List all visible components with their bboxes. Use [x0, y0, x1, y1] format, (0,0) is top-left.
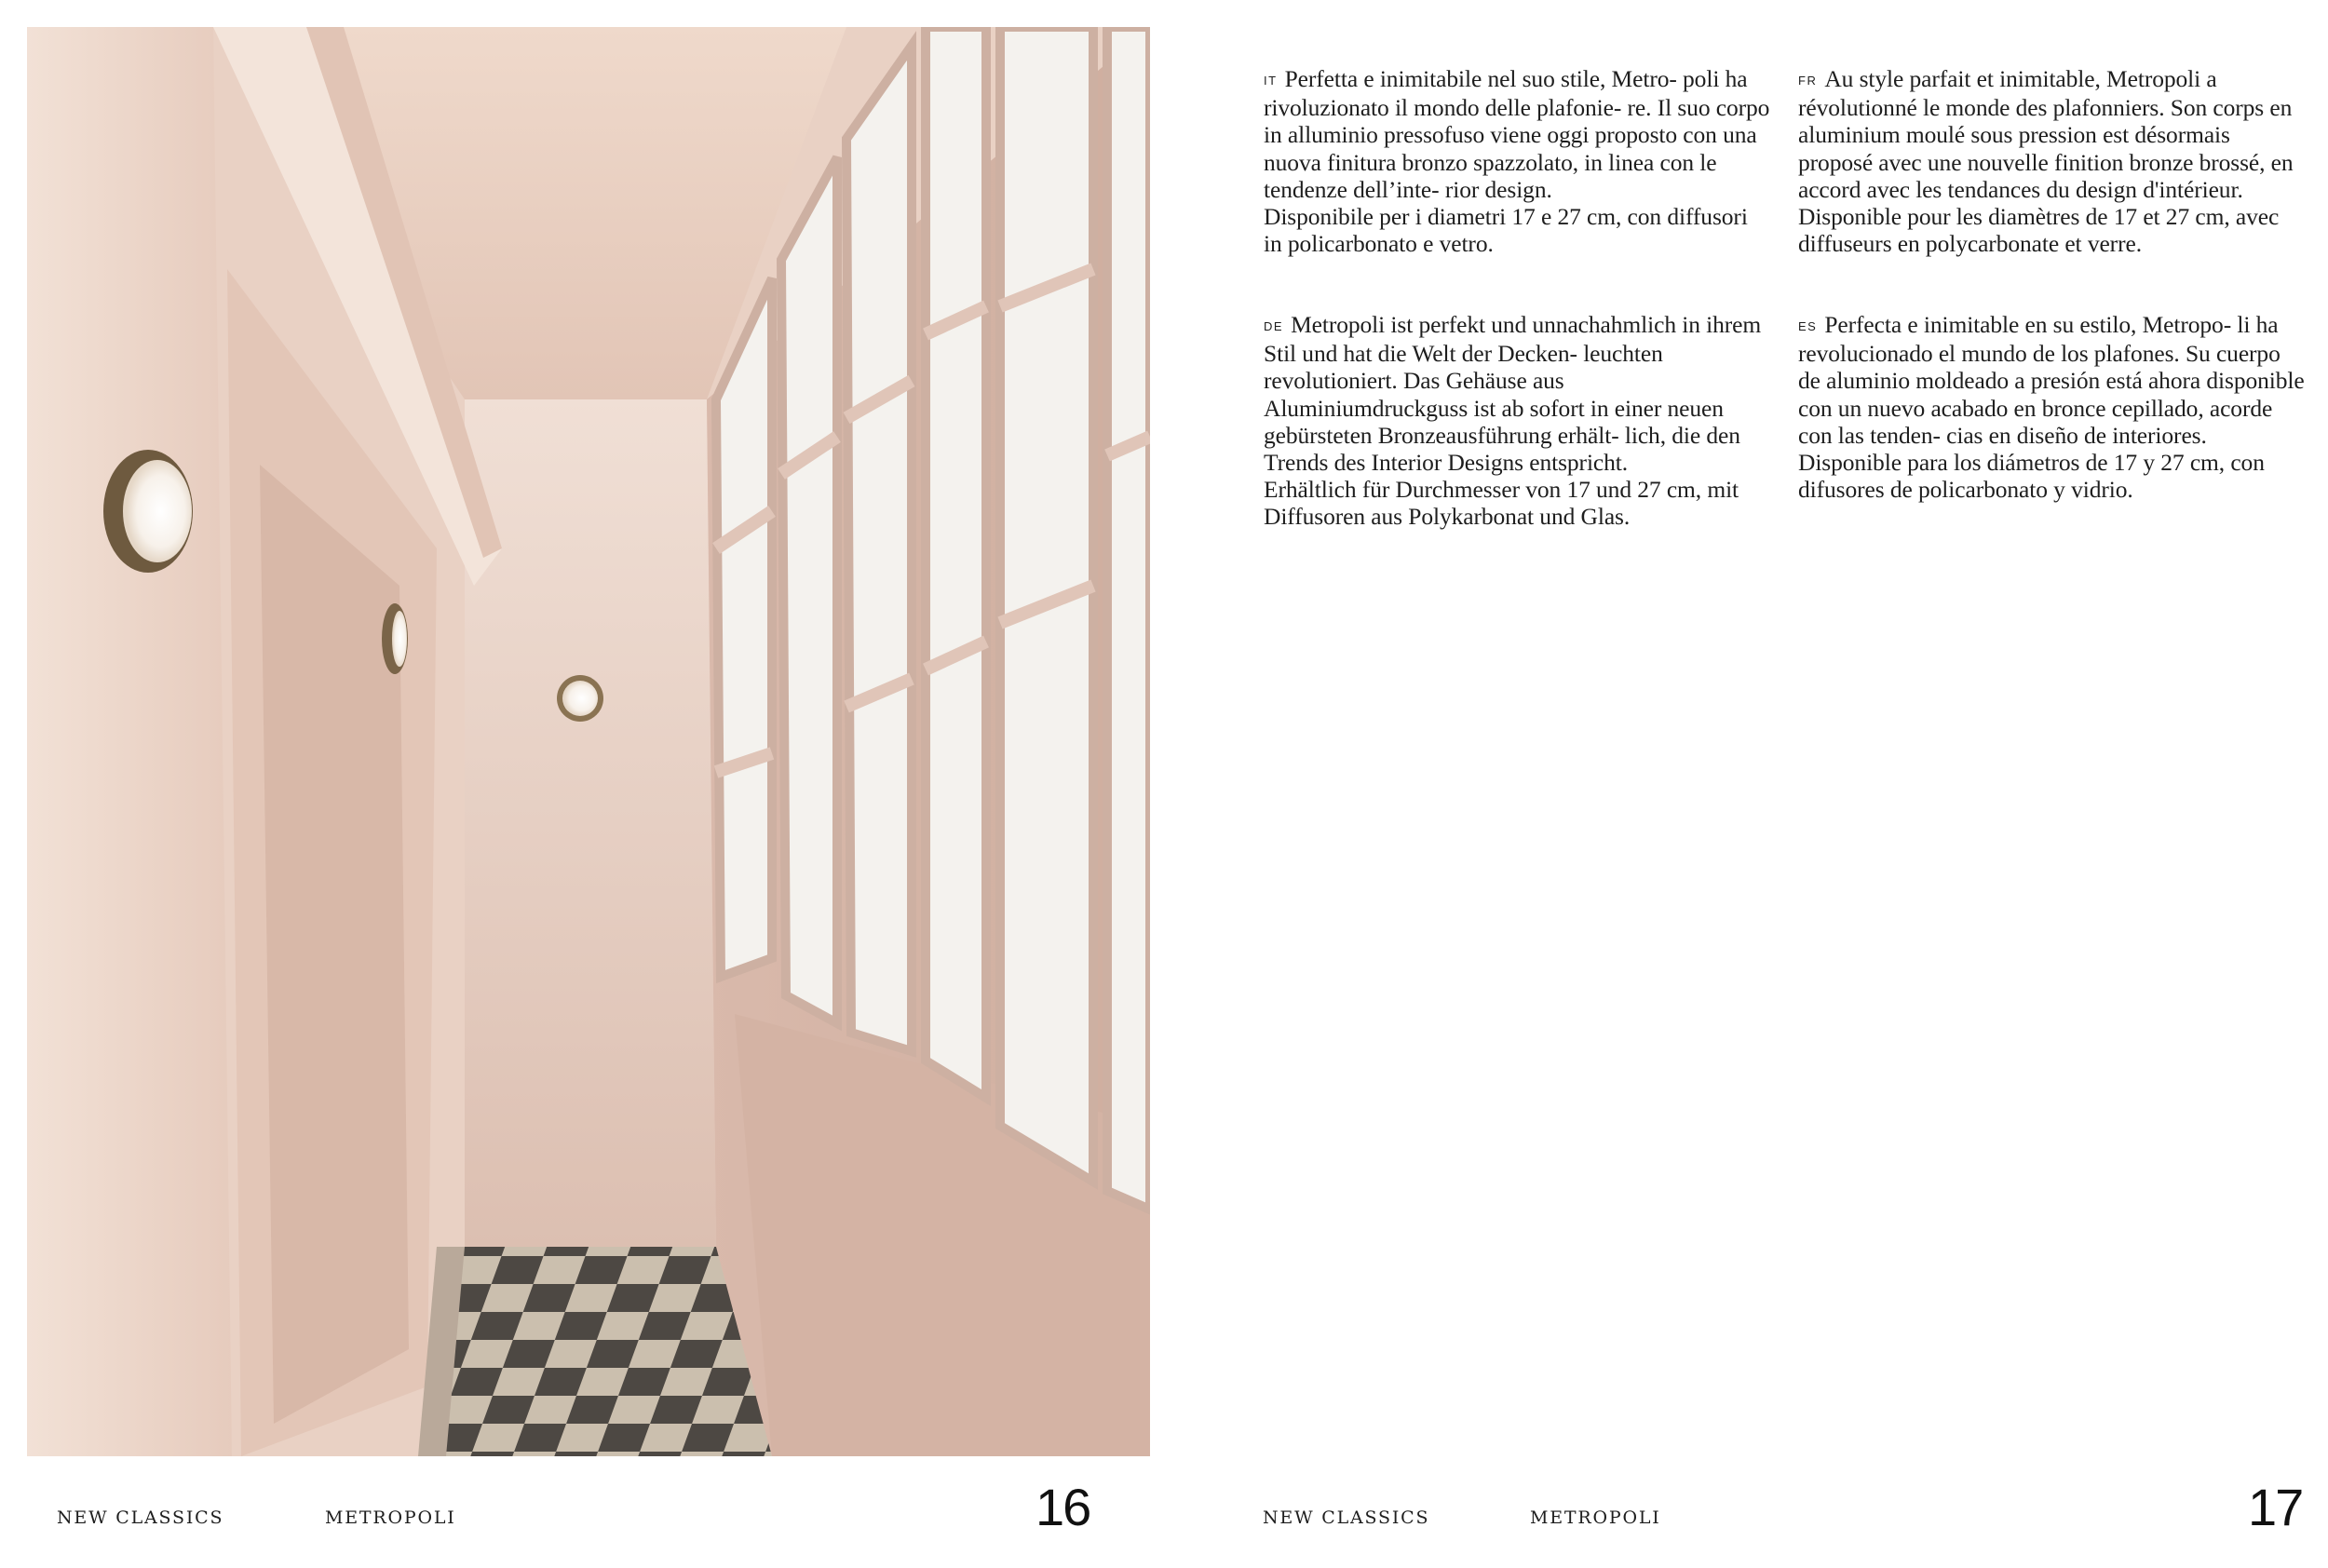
page-number-right: 17	[2248, 1478, 2303, 1536]
italian-paragraph-1: Perfetta e inimitabile nel suo stile, Metro- poli ha rivoluzionato il mondo delle plafonie- re. Il suo corpo in alluminio pressofuso viene oggi proposto con una nuova finitura bronzo spazzolato, in linea con le tendenze dell’inte- rior design.	[1264, 65, 1770, 203]
wall-lamp-mid	[382, 603, 408, 674]
text-block-italian	[1264, 65, 1771, 257]
text-block-spanish	[1798, 311, 2306, 503]
page-number-left: 16	[1035, 1478, 1090, 1536]
wall-lamp-far	[557, 675, 603, 722]
spanish-paragraph-2: Disponible para los diámetros de 17 y 27 cm, con difusores de policarbonato y vidrio.	[1798, 449, 2265, 504]
hallway-photo	[27, 27, 1150, 1456]
spanish-paragraph-1: Perfecta e inimitable en su estilo, Metropo- li ha revolucionado el mundo de los plafones. Su cuerpo de aluminio moldeado a presión está ahora disponible con un nuevo acabado en bronce cepillado, acorde con las tenden- cias en diseño de interiores.	[1798, 311, 2305, 449]
french-paragraph-2: Disponible pour les diamètres de 17 et 27 cm, avec diffuseurs en polycarbonate et verre.	[1798, 203, 2280, 258]
footer-product-left: METROPOLI	[325, 1507, 456, 1528]
german-paragraph-1: Metropoli ist perfekt und unnachahmlich in ihrem Stil und hat die Welt der Decken- leuchten revolutioniert. Das Gehäuse aus Aluminiumdruckguss ist ab sofort in einer neuen gebürsteten Bronzeausführung erhält- lich, die den Trends des Interior Designs entspricht.	[1264, 311, 1762, 477]
text-block-french	[1798, 65, 2306, 257]
language-code-it: IT	[1264, 74, 1278, 88]
language-code-de: DE	[1264, 319, 1284, 333]
footer-section-right: NEW CLASSICS	[1263, 1507, 1430, 1528]
hallway-illustration	[27, 27, 1150, 1456]
footer-section-left: NEW CLASSICS	[57, 1507, 224, 1528]
italian-paragraph-2: Disponibile per i diametri 17 e 27 cm, con diffusori in policarbonato e vetro.	[1264, 203, 1748, 258]
german-paragraph-2: Erhältlich für Durchmesser von 17 und 27 cm, mit Diffusoren aus Polykarbonat und Glas.	[1264, 476, 1739, 531]
french-paragraph-1: Au style parfait et inimitable, Metropoli a révolutionné le monde des plafonniers. Son corps en aluminium moulé sous pression est désormais proposé avec une nouvelle finition bronze brossé, en accord avec les tendances du design d'intérieur.	[1798, 65, 2294, 203]
language-code-es: ES	[1798, 319, 1818, 333]
footer-product-right: METROPOLI	[1530, 1507, 1661, 1528]
language-code-fr: FR	[1798, 74, 1818, 88]
text-block-german	[1264, 311, 1771, 531]
wall-lamp-near	[103, 450, 193, 573]
